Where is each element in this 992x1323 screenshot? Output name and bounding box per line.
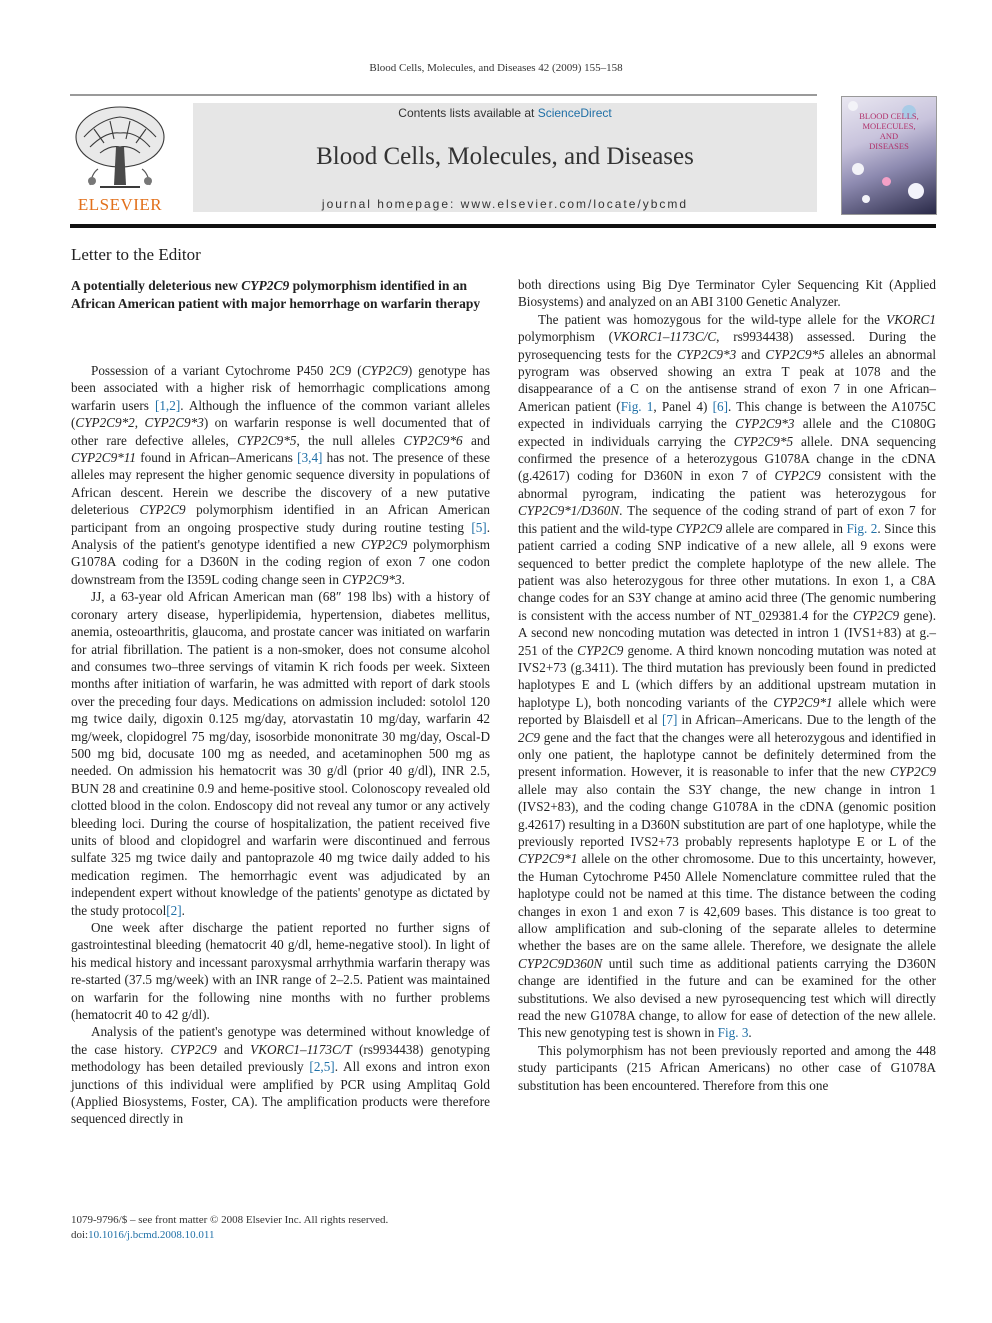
journal-cover-thumbnail[interactable] [841, 96, 937, 215]
cover-title-line: MOLECULES, [862, 121, 916, 131]
reference-link[interactable]: [2,5] [309, 1059, 335, 1075]
reference-link[interactable]: Fig. 3 [717, 1025, 749, 1041]
cover-title-line: AND [879, 131, 899, 141]
journal-homepage[interactable]: journal homepage: www.elsevier.com/locate/ybcmd [321, 197, 689, 211]
body-column-right [518, 276, 936, 1094]
footer-note [71, 1213, 388, 1243]
reference-link[interactable]: [1,2] [154, 397, 181, 413]
italic-term: CYP2C9 [774, 468, 821, 484]
journal-title: Blood Cells, Molecules, and Diseases [316, 143, 694, 170]
body-paragraph: Possession of a variant Cytochrome P450 2C9 (CYP2C9) genotype has been associated with a higher risk of hemorrhagic complications among warfarin users [1,2]. Although the influence of the common variant alleles (CYP2C9*2, CYP2C9*3) on warfarin response is well documented that of other rare defective alleles, CYP2C9*5, the null alleles CYP2C9*6 and CYP2C9*11 found in African–Americans [3,4] has not. The presence of these alleles may represent the higher genomic sequence diversity in populations of African descent. Herein we describe the discovery of a new putative deleterious CYP2C9 polymorphism identified in an African American participant from an ongoing prospective study during routine testing [5]. Analysis of the patient's genotype identified a new CYP2C9 polymorphism G1078A coding for a D360N in the coding region of exon 7 one codon downstream from the I359L coding change seen in CYP2C9*3. [71, 363, 491, 587]
italic-term: VKORC1 [886, 311, 936, 327]
italic-term: VKORC1–1173C/T [250, 1041, 352, 1057]
publisher-name: ELSEVIER [77, 195, 163, 214]
header-bottom-rule [70, 224, 936, 228]
journal-header-box [193, 103, 817, 212]
elsevier-logo[interactable] [70, 103, 170, 215]
italic-term: CYP2C9 [361, 537, 408, 553]
cover-cell-decoration [852, 163, 864, 175]
body-paragraph: One week after discharge the patient reported no further signs of gastrointestinal bleeding (hematocrit 40 g/dl, heme-negative stool). In light of his medical history and incessant paroxysmal arrhythmia warfarin therapy was re-started (37.5 mg/week) with an INR range of 2–2.5. Patient was maintained on warfarin for the following nine months with no further problems (hematocrit 40 to 42 g/dl). [71, 920, 490, 1023]
cover-cell-decoration [862, 195, 870, 203]
journal-citation: Blood Cells, Molecules, and Diseases 42 (2009) 155–158 [369, 62, 623, 74]
body-paragraph: JJ, a 63-year old African American man (68″ 198 lbs) with a history of coronary artery disease, hyperlipidemia, hypertension, diabetes mellitus, anemia, osteoarthritis, glaucoma, and prostate cancer was initiated on warfarin for atrial fibrillation. The patient is a non-smoker, does not consume alcohol and consumes two–three servings of vitamin K rich foods per week. Sixteen months after initiation of warfarin, he was admitted with report of dark stools over the preceding four days. Medications on admission included: sotolol 120 mg twice daily, digoxin 0.125 mg/day, atorvastatin 10 mg/day, warfarin 42 mg/week, clopidogrel 75 mg/day, isosorbide mononitrate 30 mg/day, Oscal-D 500 mg bid, docusate 100 mg as needed, and acetaminophen 500 mg as needed. On admission his hematocrit was 30 g/dl (prior 40 g/dl), INR 2.5, BUN 28 and creatinine 0.9 and heme-positive stool. Colonoscopy revealed old clotted blood in the colon. Endoscopy did not reveal any tumor or any actively bleeding loci. During the course of hospitalization, the patient received five units of blood and clopidogrel and warfarin were discontinued and ferrous sulfate 325 mg twice daily and pantoprazole 40 mg twice daily added to his medication regimen. The hemorrhagic event was adjudicated by an independent expert without knowledge of the patients' genotype as dictated by the study protocol[2]. [71, 589, 490, 918]
reference-link[interactable]: [3,4] [297, 450, 323, 466]
doi-link[interactable]: 10.1016/j.bcmd.2008.10.011 [88, 1229, 215, 1241]
body-paragraph: The patient was homozygous for the wild-type allele for the VKORC1 polymorphism (VKORC1–1173C/C, rs9934438) assessed. During the pyrosequencing tests for the CYP2C9*3 and CYP2C9*5 alleles an abnormal pyrogram was observed showing an extra T peak at 1078 and the disappearance of a C on the antisense strand of exon 7 in one African–American patient (Fig. 1, Panel 4) [6]. This change is between the A1075C expected in individuals carrying the CYP2C9*3 allele and the C1080G expected in individuals carrying the CYP2C9*5 allele. DNA sequencing confirmed the presence of a heterozygous G1078A change in the cDNA (g.42617) coding for D360N in exon 7 of CYP2C9 consistent with the abnormal pyrogram, indicating the patient was heterozygous for CYP2C9*1/D360N. The sequence of the coding strand of part of exon 7 for this patient and the wild-type CYP2C9 allele are compared in Fig. 2. Since this patient carried a coding SNP indicative of a new allele, all 9 exons were sequenced to better predict the complete haplotype of the new allele. The patient was also heterozygous for three other mutations. In exon 1, a C8A change codes for an S3Y change at amino acid three (The genomic numbering is consistent with the access number of NT_029381.4 for the CYP2C9 gene). A second new noncoding mutation was detected in intron 1 (IVS1+83) at g.–251 of the CYP2C9 genome. A third known noncoding mutation was noted at IVS2+73 (g.3411). The third mutation has previously been found in predicted haplotypes E and L (which differs by an additional upstream mutation in haplotype L), both noncoding variants of the CYP2C9*1 allele which were reported by Blaisdell et al [7] in African–Americans. Due to the length of the 2C9 gene and the fact that the changes were all heterozygous and identified in only one patient, the haplotype cannot be definitely determined from the present information. However, it is reasonable to infer that the new CYP2C9 allele may also contain the S3Y change, the new change in intron 1 (IVS2+83), and the coding change G1078A in the cDNA (genomic position g.42617) resulting in a D360N substitution are part of one haplotype, while the previously reported IVS2+73 probably represents haplotype E or L of the CYP2C9*1 allele on the other chromosome. Due to this uncertainty, however, the Human Cytochrome P450 Allele Nomenclature committee ruled that the haplotype could not be named at this time. The distance between the coding changes in exon 1 and exon 7 is 42,609 bases. This distance is too great to allow amplification and sub-cloning of the separate alleles to determine whether the bases are on the same allele. Therefore, we designate the allele CYP2C9D360N until such time as additional patients carrying the D360N change are identified in the future and can be examined for the other substitutions. We also devised a new pyrosequencing test which will directly read the new G1078A change, to allow for ease of detection of the new allele. This new genotyping test is shown in Fig. 3. [518, 311, 937, 1041]
reference-link[interactable]: Fig. 2 [846, 520, 878, 536]
cover-cell-decoration [848, 101, 858, 111]
italic-term: CYP2C9*1 [518, 851, 578, 867]
body-paragraph: both directions using Big Dye Terminator Cyler Sequencing Kit (Applied Biosystems) and analyzed on an ABI 3100 Genetic Analyzer. [518, 277, 936, 310]
doi-prefix: doi: [71, 1229, 89, 1241]
sciencedirect-link[interactable]: ScienceDirect [537, 106, 612, 120]
doi-line [71, 1228, 388, 1243]
cover-cell-decoration [908, 183, 924, 199]
italic-term: CYP2C9*11 [71, 450, 136, 466]
italic-term: CYP2C9*3 [342, 571, 402, 587]
italic-term: CYP2C9*5 [733, 433, 794, 449]
reference-link[interactable]: [2] [166, 902, 182, 918]
elsevier-tree-icon [70, 103, 170, 195]
italic-term: CYP2C9 [577, 642, 624, 658]
body-paragraph: This polymorphism has not been previously reported and among the 448 study participants (215 African Americans) no other case of G1078A substitution has been encountered. Therefore from this one [518, 1042, 936, 1093]
italic-term: CYP2C9 [361, 363, 408, 378]
italic-term: CYP2C9 [889, 764, 936, 780]
italic-term: CYP2C9 [852, 607, 900, 623]
cover-title-line: BLOOD CELLS, [859, 111, 919, 121]
italic-term: CYP2C9*2 [75, 415, 135, 431]
body-column-left [71, 362, 490, 1128]
italic-term: CYP2C9D360N [518, 955, 603, 971]
italic-term: CYP2C9 [170, 1041, 217, 1057]
italic-term: CYP2C9*1/D360N [518, 503, 620, 519]
article-title: A potentially deleterious new CYP2C9 polymorphism identified in an African American patient with major hemorrhage on warfarin therapy [71, 278, 481, 311]
italic-term: VKORC1–1173C/C [613, 329, 717, 345]
italic-term: CYP2C9*3 [144, 415, 204, 431]
reference-link[interactable]: [5] [471, 519, 487, 535]
italic-term: CYP2C9*3 [735, 416, 795, 432]
cover-cell-decoration [882, 177, 891, 186]
copyright-line: 1079-9796/$ – see front matter © 2008 Elsevier Inc. All rights reserved. [71, 1214, 389, 1226]
cover-title-line: DISEASES [869, 141, 909, 151]
italic-term: CYP2C9*5 [765, 346, 825, 362]
italic-term: CYP2C9*3 [676, 346, 737, 362]
reference-link[interactable]: [7] [661, 712, 678, 728]
italic-term: CYP2C9*6 [403, 432, 463, 448]
italic-term: 2C9 [518, 729, 540, 745]
body-paragraph: Analysis of the patient's genotype was determined without knowledge of the case history. CYP2C9 and VKORC1–1173C/T (rs9934438) genotyping methodology has been detailed previously [2,5]. All exons and intron exon junctions of this individual were amplified by PCR using Amplitaq Gold (Applied Biosystems, Foster, CA). The amplification products were therefore sequenced directly in [71, 1024, 490, 1127]
italic-term: CYP2C9 [139, 502, 186, 518]
header-top-rule [70, 94, 817, 96]
cover-title [842, 111, 936, 151]
contents-prefix: Contents lists available at [398, 106, 538, 120]
italic-term: CYP2C9*5 [237, 432, 297, 448]
reference-link[interactable]: Fig. 1 [620, 398, 654, 414]
reference-link[interactable]: [6] [712, 398, 729, 414]
contents-line [193, 106, 817, 120]
italic-term: CYP2C9 [676, 520, 723, 536]
italic-term: CYP2C9*1 [773, 694, 833, 710]
article-section: Letter to the Editor [71, 245, 201, 264]
